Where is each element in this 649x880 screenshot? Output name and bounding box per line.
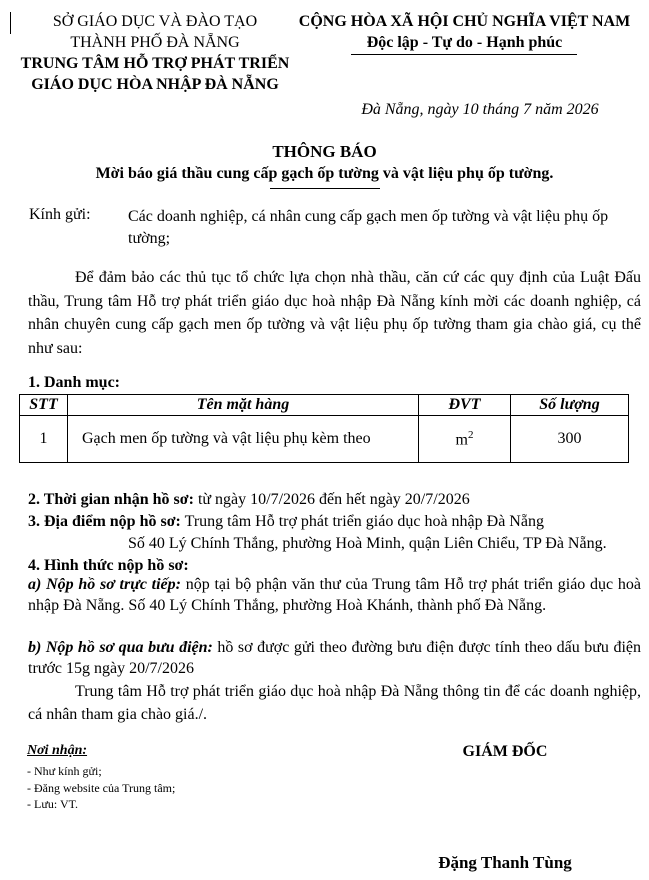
- closing-text: Trung tâm Hỗ trợ phát triển giáo dục hoà nhập Đà Nẵng thông tin để các doanh nghiệp, cá nhân tham gia chào giá./.: [28, 683, 641, 723]
- section-4a-text: nộp tại bộ phận văn thư của Trung tâm Hỗ trợ phát triển giáo dục hoà nhập Đà Nẵng. Số 40 Lý Chính Thắng, phường Hoà Khánh, thành phố Đà Nẵng.: [28, 576, 641, 614]
- section-4a: [28, 575, 641, 616]
- recipient-item: - Đăng website của Trung tâm;: [27, 781, 176, 795]
- date-line: Đà Nẵng, ngày 10 tháng 7 năm 2026: [361, 101, 599, 118]
- cell-quantity: 300: [511, 416, 629, 463]
- section-2-text: từ ngày 10/7/2026 đến hết ngày 20/7/2026: [193, 491, 470, 508]
- title-underline: [270, 188, 380, 189]
- closing-paragraph: [28, 680, 641, 726]
- unit-superscript: 2: [467, 428, 474, 441]
- section-4-heading: 4. Hình thức nộp hồ sơ:: [28, 557, 189, 574]
- recipient-text: Các doanh nghiệp, cá nhân cung cấp gạch men ốp tường và vật liệu phụ ốp tường;: [128, 208, 609, 247]
- document-title: THÔNG BÁO: [272, 142, 377, 161]
- motto-underline: [351, 54, 577, 55]
- signature-title: GIÁM ĐỐC: [462, 743, 548, 760]
- cell-stt: 1: [20, 416, 68, 463]
- unit-text: m: [455, 431, 468, 449]
- section-4b-text: hồ sơ được gửi theo đường bưu điện được tính theo dấu bưu điện trước 15g ngày 20/7/2026: [28, 639, 641, 677]
- recipient-label: Kính gửi:: [29, 206, 91, 223]
- org-line-4: GIÁO DỤC HÒA NHẬP ĐÀ NẴNG: [31, 76, 279, 93]
- col-header-unit: ĐVT: [419, 395, 511, 416]
- section-3: [28, 511, 641, 533]
- org-line-2: THÀNH PHỐ ĐÀ NẴNG: [70, 34, 240, 51]
- motto: Độc lập - Tự do - Hạnh phúc: [366, 34, 563, 51]
- section-4b-label: b) Nộp hồ sơ qua bưu điện:: [28, 639, 213, 656]
- col-header-qty: Số lượng: [511, 395, 629, 416]
- section-4b: [28, 638, 641, 679]
- national-header: [280, 11, 649, 53]
- recipient-item: - Lưu: VT.: [27, 797, 79, 811]
- table-header-row: [20, 395, 629, 416]
- section-2: [28, 489, 641, 511]
- signer-name: Đặng Thanh Tùng: [438, 853, 572, 872]
- col-header-stt: STT: [20, 395, 68, 416]
- org-line-1: SỞ GIÁO DỤC VÀ ĐÀO TẠO: [52, 13, 258, 30]
- nation-name: CỘNG HÒA XÃ HỘI CHỦ NGHĨA VIỆT NAM: [298, 13, 631, 30]
- section-3-address: Số 40 Lý Chính Thắng, phường Hoà Minh, quận Liên Chiểu, TP Đà Nẵng.: [128, 535, 607, 552]
- organization-header: [10, 11, 300, 95]
- goods-table: [19, 394, 629, 463]
- intro-text: Để đảm bảo các thủ tục tổ chức lựa chọn nhà thầu, căn cứ các quy định của Luật Đấu thầu, Trung tâm Hỗ trợ phát triển giáo dục hoà nhập Đà Nẵng kính mời các doanh nghiệp, cá nhân chuyên cung cấp gạch men ốp tường và vật liệu phụ ốp tường tham gia chào giá, cụ thể như sau:: [28, 269, 641, 357]
- col-header-name: Tên mặt hàng: [68, 395, 419, 416]
- document-subtitle: Mời báo giá thầu cung cấp gạch ốp tường và vật liệu phụ ốp tường.: [95, 165, 554, 182]
- recipients-title: Nơi nhận:: [27, 743, 88, 758]
- table-row: [20, 416, 629, 463]
- section-3-text: Trung tâm Hỗ trợ phát triển giáo dục hoà nhập Đà Nẵng: [180, 513, 544, 530]
- org-line-3: TRUNG TÂM HỖ TRỢ PHÁT TRIỂN: [20, 55, 290, 72]
- section-2-label: 2. Thời gian nhận hồ sơ:: [28, 491, 194, 508]
- section-3-label: 3. Địa điểm nộp hồ sơ:: [28, 513, 181, 530]
- section-4a-label: a) Nộp hồ sơ trực tiếp:: [28, 576, 181, 593]
- section-1-heading: 1. Danh mục:: [28, 374, 121, 391]
- recipient-item: - Như kính gửi;: [27, 764, 102, 778]
- cell-item-name: Gạch men ốp tường và vật liệu phụ kèm theo: [68, 416, 419, 463]
- cell-unit: [419, 416, 511, 463]
- intro-paragraph: [28, 266, 641, 360]
